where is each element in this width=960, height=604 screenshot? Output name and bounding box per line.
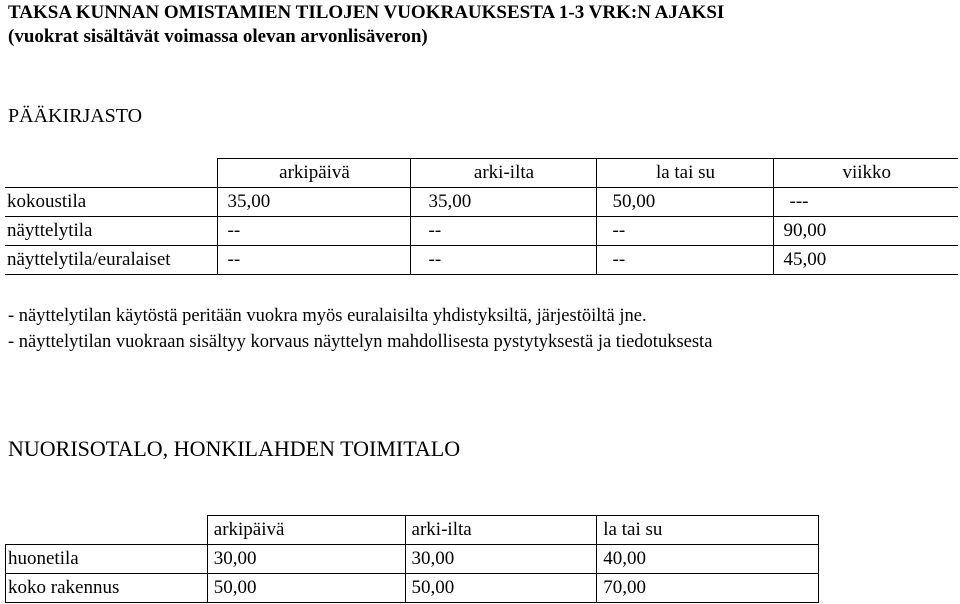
column-header: la tai su <box>597 516 819 545</box>
document-subtitle: (vuokrat sisältävät voimassa olevan arvonlisäveron) <box>8 26 428 47</box>
row-label: kokoustila <box>5 188 217 217</box>
table-cell: --- <box>773 188 958 217</box>
table-row <box>5 188 958 217</box>
table-cell: 30,00 <box>405 545 597 574</box>
table-cell: 90,00 <box>773 217 958 246</box>
table-cell: 35,00 <box>410 188 596 217</box>
row-label: näyttelytila <box>5 217 217 246</box>
table-cell: -- <box>410 217 596 246</box>
table-corner <box>5 159 217 188</box>
table-row <box>6 545 819 574</box>
table-cell: 35,00 <box>217 188 410 217</box>
table-header-row <box>6 516 819 545</box>
nuorisotalo-price-table <box>5 515 819 603</box>
row-label: huonetila <box>6 545 208 574</box>
column-header: arki-ilta <box>405 516 597 545</box>
row-label: näyttelytila/euralaiset <box>5 246 217 275</box>
table-cell: 50,00 <box>596 188 773 217</box>
table-cell: 45,00 <box>773 246 958 275</box>
note-line: - näyttelytilan vuokraan sisältyy korvaus näyttelyn mahdollisesta pystytyksestä ja tiedotuksesta <box>8 332 713 352</box>
paakirjasto-price-table <box>5 158 958 275</box>
table-cell: 50,00 <box>405 574 597 603</box>
table-cell: -- <box>217 246 410 275</box>
table-header-row <box>5 159 958 188</box>
table-cell: 30,00 <box>207 545 405 574</box>
table-cell: 70,00 <box>597 574 819 603</box>
document-title: TAKSA KUNNAN OMISTAMIEN TILOJEN VUOKRAUKSESTA 1-3 VRK:N AJAKSI <box>8 2 725 23</box>
table-row <box>5 246 958 275</box>
table-cell: -- <box>410 246 596 275</box>
column-header: arki-ilta <box>410 159 596 188</box>
table-cell: -- <box>596 246 773 275</box>
row-label: koko rakennus <box>6 574 208 603</box>
column-header: arkipäivä <box>217 159 410 188</box>
note-line: - näyttelytilan käytöstä peritään vuokra myös euralaisilta yhdistyksiltä, järjestöiltä jne. <box>8 306 647 326</box>
column-header: viikko <box>773 159 958 188</box>
table-corner <box>6 516 208 545</box>
table-cell: 40,00 <box>597 545 819 574</box>
table-row <box>6 574 819 603</box>
column-header: arkipäivä <box>207 516 405 545</box>
table-cell: -- <box>596 217 773 246</box>
table-row <box>5 217 958 246</box>
table-cell: -- <box>217 217 410 246</box>
section-heading-nuorisotalo: NUORISOTALO, HONKILAHDEN TOIMITALO <box>8 436 461 461</box>
section-heading-paakirjasto: PÄÄKIRJASTO <box>8 105 143 127</box>
table-cell: 50,00 <box>207 574 405 603</box>
column-header: la tai su <box>596 159 773 188</box>
